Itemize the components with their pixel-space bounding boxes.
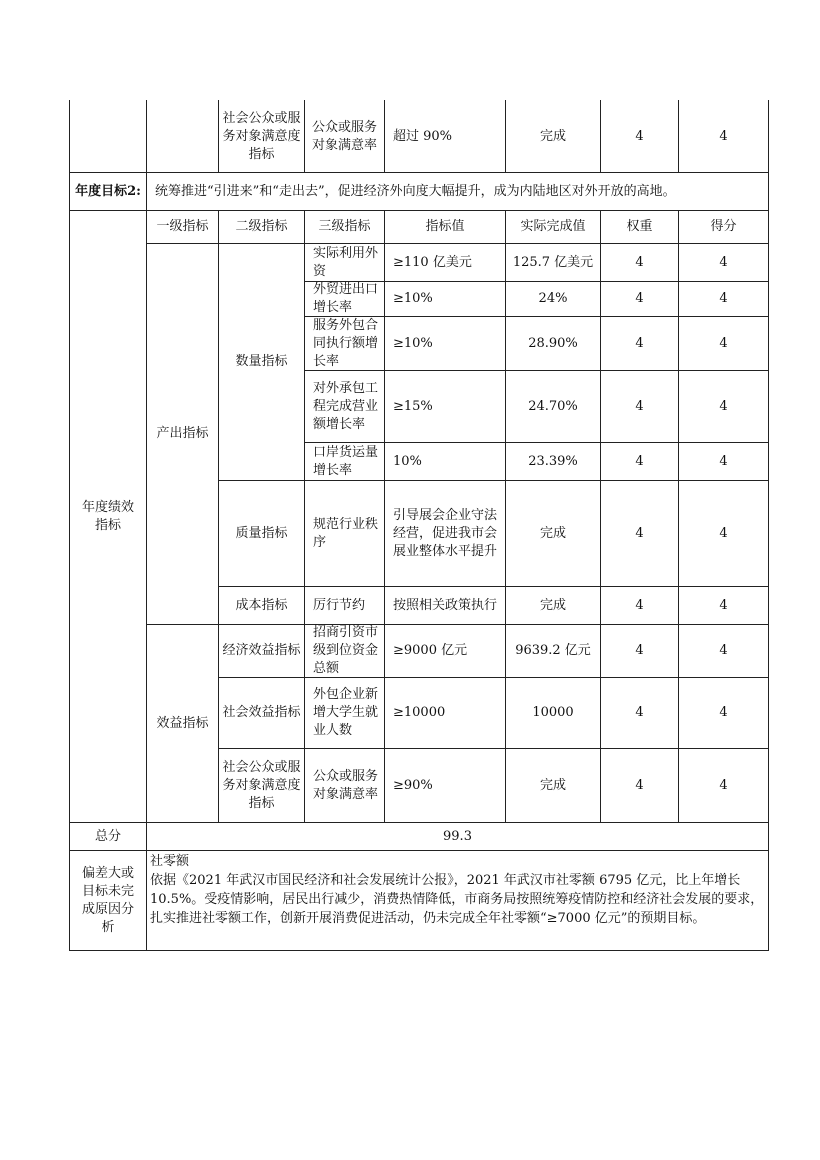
score-cell [679,587,768,624]
goal2-text [147,173,768,210]
indicator-cell [385,749,505,822]
actual-cell [506,371,600,442]
actual-cell [506,244,600,281]
cell-text: 125.7 亿美元 [512,254,594,270]
cell-text: 4 [635,453,644,469]
group-output [147,244,218,624]
actual-cell [506,282,600,316]
level3-cell [305,481,384,586]
cell-text: 统筹推进“引进来”和“走出去”，促进经济外向度大幅提升，成为内陆地区对外开放的高地。 [155,183,676,199]
weight-cell [601,749,678,822]
actual-cell [506,443,600,480]
group-benefit [147,625,218,822]
level3-cell [305,371,384,442]
cell-text: 实际利用外资 [313,245,379,279]
weight-cell [601,443,678,480]
cell-text: 4 [719,291,728,306]
cell-text: 10000 [532,705,574,720]
cell-text: 4 [719,777,728,793]
cell-text: 规范行业秩序 [313,516,379,550]
cell-text: 4 [635,643,644,658]
score-cell [679,443,768,480]
cell-text: ≥110 亿美元 [393,254,472,270]
total-value [147,823,768,850]
cell-text: 年度绩效指标 [81,499,134,533]
actual-cell [506,625,600,677]
cell-text: 总分 [94,828,121,844]
section-label [70,211,146,822]
header-level1 [147,211,218,243]
score-cell [679,244,768,281]
cell-text: 4 [635,254,644,270]
cell-text: 年度目标2: [75,183,141,199]
cell-text: 三级指标 [318,219,371,234]
cell-text: 完成 [539,525,566,541]
cell-text: 10% [393,453,422,469]
cell-text: 口岸货运量增长率 [313,444,379,478]
group-economic [219,625,304,677]
cell-text: 99.3 [443,828,472,844]
cell-text: 指标值 [425,219,465,234]
score-cell [679,678,768,748]
top-weight-cell [601,101,678,172]
score-cell [679,371,768,442]
cell-text: 4 [719,453,728,469]
cell-text: 完成 [539,777,566,793]
cell-text: 质量指标 [235,525,288,541]
weight-cell [601,371,678,442]
header-actual [506,211,600,243]
cell-text: 经济效益指标 [222,643,301,658]
cell-text: 产出指标 [156,426,209,441]
cell-text: 4 [635,597,644,613]
cell-text: 实际完成值 [520,219,586,234]
cell-text: 对外承包工程完成营业额增长率 [313,380,379,432]
cell-text: 4 [719,525,728,541]
top-score-cell [679,101,768,172]
cell-text: 权重 [626,219,653,234]
top-actual-cell [506,101,600,172]
cell-text: 4 [719,335,728,351]
deviation-content [150,852,765,928]
weight-cell [601,244,678,281]
top-level3-cell [305,101,384,172]
group-satisfaction [219,749,304,822]
cell-text: ≥90% [393,777,433,793]
level3-cell [305,317,384,370]
weight-cell [601,481,678,586]
cell-text: ≥10% [393,291,433,306]
weight-cell [601,625,678,677]
cell-text: 外包企业新增大学生就业人数 [313,687,379,738]
deviation-text: 依据《2021 年武汉市国民经济和社会发展统计公报》，2021 年武汉市社零额 6795 亿元，比上年增长 10.5%。受疫情影响，居民出行减少，消费热情降低，市商务局按照统筹疫情防控和经济社会发展的要求，扎实推进社零额工作，创新开展消费促进活动，仍未完成全年社零额“≥7000 亿元”的预期目标。 [150,873,764,926]
indicator-cell [385,244,505,281]
indicator-cell [385,443,505,480]
indicator-cell [385,481,505,586]
cell-text: 得分 [710,219,737,234]
score-cell [679,625,768,677]
indicator-cell [385,625,505,677]
header-weight [601,211,678,243]
cell-text: 效益指标 [156,715,209,731]
level3-cell [305,282,384,316]
cell-text: 4 [635,291,644,306]
cell-text: 公众或服务对象满意率 [311,119,377,153]
cell-text: 完成 [539,597,566,613]
cell-text: 4 [635,398,644,414]
cell-text: 4 [635,705,644,720]
actual-cell [506,317,600,370]
indicator-cell [385,317,505,370]
cell-text: 4 [635,335,644,351]
score-cell [679,481,768,586]
cell-text: 9639.2 亿元 [515,643,591,658]
cell-text: 4 [719,254,728,270]
total-label [70,823,146,850]
goal2-label [70,173,146,210]
indicator-cell [385,282,505,316]
cell-text: 公众或服务对象满意率 [313,768,379,802]
cell-text: 完成 [539,128,566,144]
cell-text: 4 [719,128,728,144]
cell-text: 4 [635,525,644,541]
level3-cell [305,625,384,677]
deviation-label [70,851,146,950]
cell-text: 厉行节约 [313,597,366,613]
group-quality [219,481,304,586]
cell-text: ≥15% [393,398,433,414]
cell-text: 28.90% [528,335,578,351]
cell-text: 服务外包合同执行额增长率 [313,317,379,369]
cell-text: 4 [719,705,728,720]
table-border [69,950,769,951]
weight-cell [601,587,678,624]
indicator-cell [385,371,505,442]
level3-cell [305,587,384,624]
cell-text: 24% [538,291,568,306]
cell-text: 4 [635,777,644,793]
cell-text: ≥10000 [393,705,446,720]
cell-text: 4 [719,643,728,658]
actual-cell [506,749,600,822]
cell-text: 4 [635,128,644,144]
cell-text: ≥9000 亿元 [393,643,468,658]
score-cell [679,749,768,822]
level3-cell [305,678,384,748]
top-indicator-cell [385,101,505,172]
header-level2 [219,211,304,243]
level3-cell [305,749,384,822]
header-level3 [305,211,384,243]
actual-cell [506,481,600,586]
group-social [219,678,304,748]
cell-text: 24.70% [528,398,578,414]
cell-text: 外贸进出口增长率 [313,282,379,315]
cell-text: 4 [719,597,728,613]
header-score [679,211,768,243]
cell-text: 二级指标 [235,219,288,234]
level3-cell [305,443,384,480]
cell-text: 一级指标 [156,219,209,234]
header-indicator [385,211,505,243]
indicator-cell [385,587,505,624]
weight-cell [601,678,678,748]
cell-text: 社会效益指标 [222,705,301,720]
score-cell [679,317,768,370]
actual-cell [506,678,600,748]
cell-text: ≥10% [393,335,433,351]
cell-text: 按照相关政策执行 [393,597,498,613]
cell-text: 招商引资市级到位资金总额 [313,625,379,676]
cell-text: 成本指标 [235,597,288,613]
cell-text: 4 [719,398,728,414]
score-cell [679,282,768,316]
weight-cell [601,317,678,370]
table-border [69,850,769,851]
cell-text: 超过 90% [393,128,453,144]
cell-text: 数量指标 [235,354,288,369]
group-cost [219,587,304,624]
top-level2-cell [219,101,304,172]
weight-cell [601,282,678,316]
level3-cell [305,244,384,281]
cell-text: 引导展会企业守法经营，促进我市会展业整体水平提升 [393,507,498,559]
actual-cell [506,587,600,624]
cell-text: 23.39% [528,453,578,469]
group-quantity [219,244,304,480]
cell-text: 社会公众或服务对象满意度指标 [222,110,301,162]
indicator-cell [385,678,505,748]
cell-text: 偏差大或目标未完成原因分析 [81,865,134,935]
cell-text: 社会公众或服务对象满意度指标 [222,759,301,811]
deviation-title: 社零额 [150,854,190,869]
